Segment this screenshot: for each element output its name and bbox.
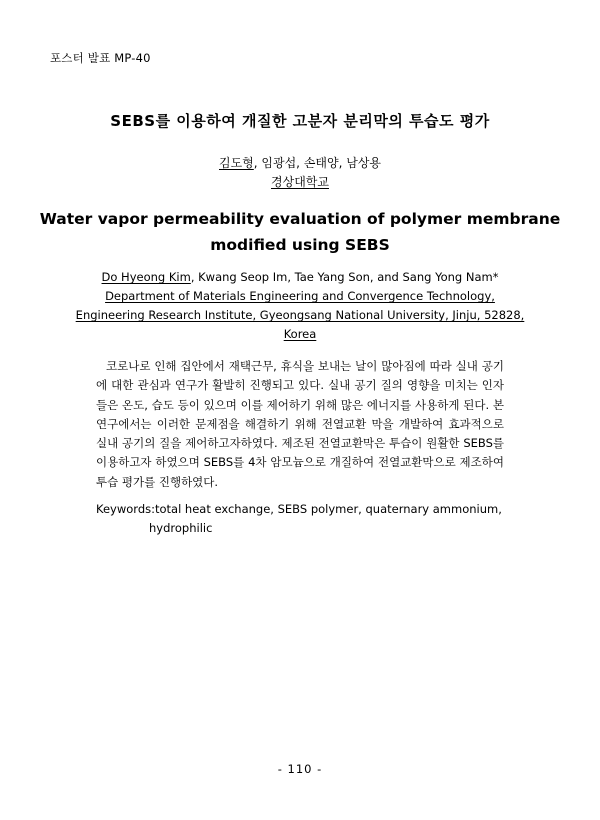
korean-coauthors: , 임광섭, 손태양, 남상용 xyxy=(253,156,381,170)
english-presenting-author: Do Hyeong Kim xyxy=(101,270,191,284)
poster-label: 포스터 발표 MP-40 xyxy=(50,51,151,65)
english-title-line2: modified using SEBS xyxy=(210,236,390,254)
keywords-label: Keywords: xyxy=(96,502,155,516)
english-author-block xyxy=(0,268,600,344)
keywords xyxy=(96,500,508,538)
english-title-line1: Water vapor permeability evaluation of polymer membrane xyxy=(39,210,561,228)
korean-authors xyxy=(0,154,600,171)
english-coauthors: , Kwang Seop Im, Tae Yang Son, and Sang Yong Nam* xyxy=(190,270,499,284)
korean-presenting-author: 김도형 xyxy=(219,156,254,170)
english-affiliation-line3: Korea xyxy=(283,327,317,341)
korean-affiliation-text: 경상대학교 xyxy=(271,175,329,189)
english-affiliation-line2: Engineering Research Institute, Gyeongsang National University, Jinju, 52828, xyxy=(75,308,525,322)
page-number: - 110 - xyxy=(277,762,323,776)
keywords-text: total heat exchange, SEBS polymer, quaternary ammonium, hydrophilic xyxy=(149,502,502,535)
korean-title: SEBS를 이용하여 개질한 고분자 분리막의 투습도 평가 xyxy=(110,112,490,130)
english-authors xyxy=(0,268,600,287)
english-title xyxy=(0,206,600,258)
abstract-body: 코로나로 인해 집안에서 재택근무, 휴식을 보내는 날이 많아짐에 따라 실내 공기에 대한 관심과 연구가 활발히 진행되고 있다. 실내 공기 질의 영향을 미치는 인자들은 온도, 습도 등이 있으며 이를 제어하기 위해 많은 에너지를 사용하게 된다. 본 연구에서는 이러한 문제점을 해결하기 위해 전열교환 막을 개발하여 효과적으로 실내 공기의 질을 제어하고자하였다. 제조된 전열교환막은 투습이 원활한 SEBS를 이용하고자 하였으며 SEBS를 4차 암모늄으로 개질하여 전열교환막으로 제조하여 투습 평가를 진행하였다. xyxy=(96,359,504,489)
english-affiliation-line1: Department of Materials Engineering and Convergence Technology, xyxy=(105,289,495,303)
korean-affiliation xyxy=(0,173,600,190)
